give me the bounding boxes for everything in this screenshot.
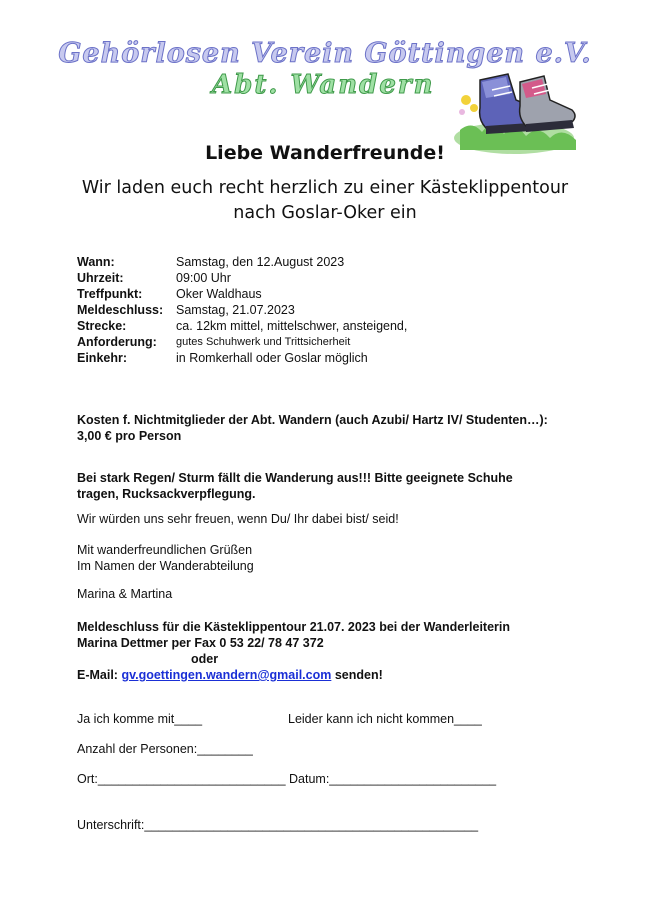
weather-notice: [77, 470, 513, 502]
detail-row-route: [77, 318, 407, 334]
detail-row-deadline: [77, 302, 407, 318]
detail-row-time: [77, 270, 407, 286]
detail-label: Wann:: [77, 255, 115, 269]
registration-or: oder: [191, 652, 219, 666]
detail-row-requirement: [77, 334, 407, 350]
detail-row-meeting-point: [77, 286, 407, 302]
registration-info: [77, 619, 510, 683]
regards-line: Im Namen der Wanderabteilung: [77, 559, 254, 573]
greeting-title: Liebe Wanderfreunde!: [205, 142, 445, 164]
detail-value: Oker Waldhaus: [176, 287, 262, 301]
attend-no-field[interactable]: Leider kann ich nicht kommen____: [288, 712, 482, 726]
detail-label: Strecke:: [77, 319, 127, 333]
invitation-text: [60, 176, 590, 226]
detail-row-when: [77, 254, 407, 270]
signature-field[interactable]: Unterschrift:________________________________________________: [77, 818, 479, 832]
detail-value: in Romkerhall oder Goslar möglich: [176, 351, 368, 365]
signature-names: Marina & Martina: [77, 587, 173, 601]
persons-count-field[interactable]: Anzahl der Personen:________: [77, 742, 253, 756]
detail-label: Anforderung:: [77, 335, 157, 349]
detail-label: Meldeschluss:: [77, 303, 164, 317]
detail-value: 09:00 Uhr: [176, 271, 231, 285]
email-link[interactable]: gv.goettingen.wandern@gmail.com: [121, 668, 332, 682]
registration-line: Marina Dettmer per Fax 0 53 22/ 78 47 372: [77, 636, 324, 650]
email-suffix: senden!: [331, 668, 383, 682]
detail-label: Einkehr:: [77, 351, 128, 365]
invitation-line: nach Goslar-Oker ein: [233, 203, 417, 223]
department-heading: Abt. Wandern: [212, 70, 435, 100]
invitation-line: Wir laden euch recht herzlich zu einer Kästeklippentour: [81, 178, 569, 198]
regards-line: Mit wanderfreundlichen Grüßen: [77, 543, 253, 557]
club-name-heading: Gehörlosen Verein Göttingen e.V.: [58, 38, 592, 69]
detail-row-stopover: [77, 350, 407, 366]
detail-value: gutes Schuhwerk und Trittsicherheit: [176, 336, 351, 348]
detail-label: Uhrzeit:: [77, 271, 124, 285]
regards-text: [77, 542, 254, 574]
registration-line: Meldeschluss für die Kästeklippentour 21.07. 2023 bei der Wanderleiterin: [77, 620, 511, 634]
costs-notice: [77, 412, 548, 444]
attend-yes-field[interactable]: Ja ich komme mit____: [77, 712, 203, 726]
registration-email-line: [77, 667, 510, 683]
costs-line: Kosten f. Nichtmitglieder der Abt. Wandern (auch Azubi/ Hartz IV/ Studenten…):: [77, 413, 548, 427]
detail-value: Samstag, 21.07.2023: [176, 303, 295, 317]
detail-label: Treffpunkt:: [77, 287, 143, 301]
weather-line: Bei stark Regen/ Sturm fällt die Wanderung aus!!! Bitte geeignete Schuhe: [77, 471, 513, 485]
place-field[interactable]: Ort:___________________________: [77, 772, 286, 786]
date-field[interactable]: Datum:________________________: [289, 772, 497, 786]
event-details: [77, 254, 407, 366]
detail-value: ca. 12km mittel, mittelschwer, ansteigend,: [176, 319, 408, 333]
costs-price: 3,00 € pro Person: [77, 429, 182, 443]
closing-text: Wir würden uns sehr freuen, wenn Du/ Ihr dabei bist/ seid!: [77, 512, 399, 526]
weather-line: tragen, Rucksackverpflegung.: [77, 487, 256, 501]
email-label: E-Mail:: [77, 668, 122, 682]
detail-value: Samstag, den 12.August 2023: [176, 255, 345, 269]
